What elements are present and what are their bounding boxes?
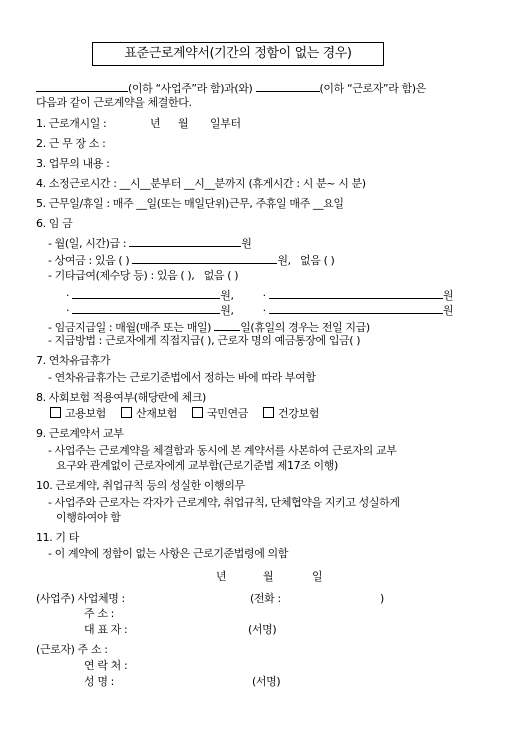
start-date-label: 1. 근로개시일 : <box>36 117 107 130</box>
other-pay-row-1: · 원, · 원 <box>66 289 454 302</box>
duty-header: 10. 근로계약, 취업규칙 등의 성실한 이행의무 <box>36 479 245 492</box>
employee-sign[interactable]: (서명) <box>252 675 281 688</box>
etc-header: 11. 기 타 <box>36 531 79 544</box>
work-hours-line: 4. 소정근로시간 : __시__분부터 __시__분까지 (휴게시간 : 시 분~ 시 분) <box>36 177 366 190</box>
intro-line-2: 다음과 같이 근로계약을 체결한다. <box>36 96 192 109</box>
employer-ceo-label: 대 표 자 : <box>84 623 128 636</box>
other-pay-blank-1[interactable] <box>72 287 220 299</box>
bonus-blank[interactable] <box>132 252 277 264</box>
etc-text: - 이 계약에 정함이 없는 사항은 근로기준법령에 의함 <box>48 547 288 560</box>
start-suffix: 일부터 <box>210 117 241 130</box>
leave-header: 7. 연차유급휴가 <box>36 354 111 367</box>
insurance-pension[interactable]: 국민연금 <box>192 407 248 420</box>
delivery-header: 9. 근로계약서 교부 <box>36 427 124 440</box>
checkbox-icon[interactable] <box>121 407 132 418</box>
bonus-line: - 상여금 : 있음 ( ) 원, 없음 ( ) <box>48 254 335 267</box>
start-year: 년 <box>150 117 161 130</box>
wage-header: 6. 임 금 <box>36 217 73 230</box>
insurance-header: 8. 사회보험 적용여부(해당란에 체크) <box>36 391 206 404</box>
employee-address-label: (근로자) 주 소 : <box>36 643 108 656</box>
employer-phone-label: (전화 : <box>250 592 281 605</box>
start-month: 월 <box>178 117 189 130</box>
employer-company-label: (사업주) 사업체명 : <box>36 592 125 605</box>
other-pay-blank-3[interactable] <box>72 302 220 314</box>
workplace-label: 2. 근 무 장 소 : <box>36 137 106 150</box>
sign-month: 월 <box>263 570 274 583</box>
sign-year: 년 <box>216 570 227 583</box>
other-pay-blank-2[interactable] <box>269 287 443 299</box>
pay-method-line: - 지급방법 : 근로자에게 직접지급( ), 근로자 명의 예금통장에 입금( ) <box>48 334 361 347</box>
delivery-line-2: 요구와 관계없이 근로자에게 교부함(근로기준법 제17조 이행) <box>56 459 338 472</box>
insurance-employment[interactable]: 고용보험 <box>50 407 106 420</box>
employee-name-blank[interactable] <box>256 80 320 92</box>
employee-contact-label: 연 락 처 : <box>84 659 128 672</box>
duty-line-2: 이행하여야 함 <box>56 511 121 524</box>
checkbox-icon[interactable] <box>50 407 61 418</box>
employer-name-blank[interactable] <box>36 80 128 92</box>
delivery-line-1: - 사업주는 근로계약을 체결함과 동시에 본 계약서를 사본하여 근로자의 교부 <box>48 444 397 457</box>
checkbox-icon[interactable] <box>263 407 274 418</box>
other-pay-blank-4[interactable] <box>269 302 443 314</box>
other-pay-row-2: · 원, · 원 <box>66 304 454 317</box>
duties-label: 3. 업무의 내용 : <box>36 157 110 170</box>
checkbox-icon[interactable] <box>192 407 203 418</box>
monthly-wage-line: - 월(일, 시간)급 : 원 <box>48 237 252 250</box>
workdays-line: 5. 근무일/휴일 : 매주 __일(또는 매일단위)근무, 주휴일 매주 __요일 <box>36 197 344 210</box>
insurance-industrial[interactable]: 산재보험 <box>121 407 177 420</box>
employer-phone-close: ) <box>380 592 384 605</box>
payday-line: - 임금지급일 : 매월(매주 또는 매일) 일(휴일의 경우는 전일 지급) <box>48 321 370 334</box>
payday-blank[interactable] <box>214 319 240 331</box>
intro-part-2: (이하 “근로자”라 함)은 <box>319 82 426 95</box>
intro-line-1 <box>36 80 426 96</box>
sign-day: 일 <box>312 570 323 583</box>
insurance-options <box>50 407 331 421</box>
employer-sign[interactable]: (서명) <box>248 623 277 636</box>
employee-name-label: 성 명 : <box>84 675 114 688</box>
other-pay-line: - 기타급여(제수당 등) : 있음 ( ), 없음 ( ) <box>48 269 239 282</box>
employer-address-label: 주 소 : <box>84 607 114 620</box>
insurance-health[interactable]: 건강보험 <box>263 407 319 420</box>
monthly-wage-blank[interactable] <box>129 235 241 247</box>
leave-text: - 연차유급휴가는 근로기준법에서 정하는 바에 따라 부여함 <box>48 371 316 384</box>
intro-part-1: (이하 “사업주”라 함)과(와) <box>128 82 253 95</box>
duty-line-1: - 사업주와 근로자는 각자가 근로계약, 취업규칙, 단체협약을 지키고 성실하게 <box>48 496 400 509</box>
document-title: 표준근로계약서(기간의 정함이 없는 경우) <box>92 42 384 66</box>
